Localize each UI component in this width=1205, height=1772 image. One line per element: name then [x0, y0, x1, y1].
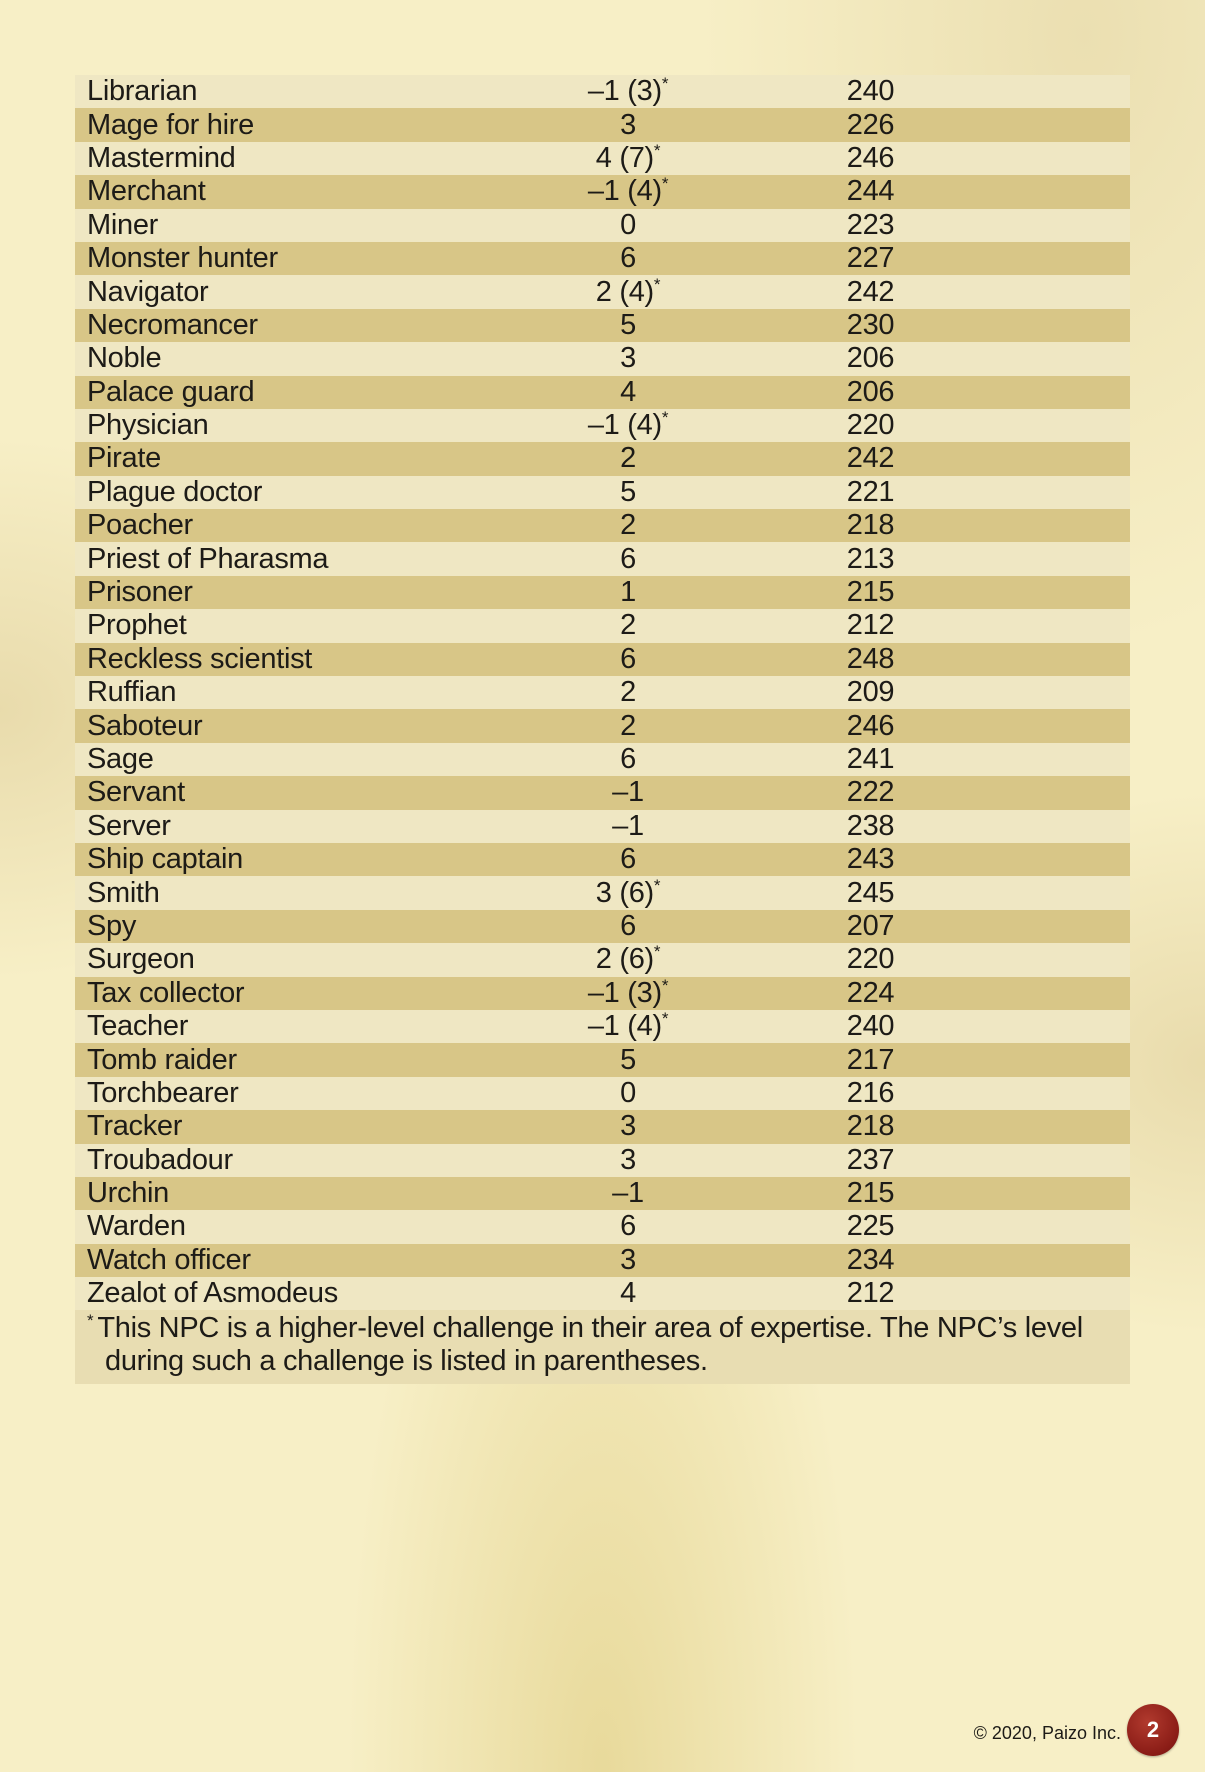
npc-level-value: –1	[612, 809, 644, 842]
npc-name-cell: Troubadour	[87, 1143, 233, 1176]
npc-level-value: –1	[612, 776, 644, 809]
npc-level-cell	[507, 1010, 749, 1043]
copyright-notice: © 2020, Paizo Inc.	[973, 1723, 1121, 1743]
npc-level-cell	[507, 376, 749, 409]
npc-level-value: –1	[612, 1177, 644, 1210]
npc-level-cell	[507, 209, 749, 242]
footnote-marker: *	[653, 274, 661, 294]
npc-name-cell: Sage	[87, 743, 154, 775]
npc-level-value: 4 (7)	[595, 141, 654, 174]
table-row	[75, 108, 1130, 141]
npc-level-value: 5	[620, 1043, 636, 1076]
npc-level-cell	[507, 309, 749, 342]
npc-level-cell	[507, 175, 749, 208]
npc-level-value: 3	[620, 1243, 636, 1276]
table-row	[75, 676, 1130, 709]
npc-level-cell	[507, 1077, 749, 1110]
npc-name-cell: Mastermind	[87, 141, 236, 174]
table-row	[75, 876, 1130, 909]
npc-level-value: 6	[620, 843, 636, 876]
npc-level-value: 5	[620, 475, 636, 508]
table-row	[75, 1077, 1130, 1110]
npc-level-cell	[507, 609, 749, 642]
npc-level-cell	[507, 1277, 749, 1310]
npc-name-cell: Server	[87, 809, 171, 842]
footnote-marker: *	[661, 1009, 669, 1029]
npc-level-value: 6	[620, 1210, 636, 1243]
npc-page-cell: 234	[846, 1243, 895, 1276]
table-row	[75, 643, 1130, 676]
npc-name-cell: Prisoner	[87, 576, 193, 609]
npc-level-cell	[507, 643, 749, 676]
table-row	[75, 1210, 1130, 1243]
npc-level-value: –1 (3)	[587, 976, 662, 1009]
npc-table	[75, 75, 1130, 1384]
npc-level-cell	[507, 1110, 749, 1143]
npc-name-cell: Necromancer	[87, 308, 258, 341]
table-row	[75, 910, 1130, 943]
npc-level-cell	[507, 543, 749, 576]
npc-level-cell	[507, 509, 749, 542]
table-footnote	[75, 1310, 1130, 1384]
footnote-marker: *	[661, 174, 669, 194]
npc-name-cell: Merchant	[87, 175, 206, 208]
table-row	[75, 1043, 1130, 1076]
npc-page-cell: 225	[846, 1210, 895, 1243]
npc-level-cell	[507, 442, 749, 475]
table-row	[75, 1277, 1130, 1310]
npc-level-cell	[507, 910, 749, 943]
table-row	[75, 943, 1130, 976]
table-row	[75, 209, 1130, 242]
npc-level-value: 2	[620, 676, 636, 709]
table-row	[75, 442, 1130, 475]
npc-page-cell: 217	[846, 1043, 895, 1076]
npc-name-cell: Plague doctor	[87, 475, 263, 508]
npc-page-cell: 218	[846, 1110, 895, 1143]
npc-name-cell: Tomb raider	[87, 1043, 237, 1076]
npc-level-value: 6	[620, 642, 636, 675]
npc-name-cell: Physician	[87, 409, 209, 442]
table-row	[75, 1244, 1130, 1277]
npc-name-cell: Miner	[87, 208, 159, 241]
npc-name-cell: Tracker	[87, 1110, 183, 1143]
page-number-badge: 2	[1127, 1704, 1179, 1756]
npc-level-cell	[507, 776, 749, 809]
table-row	[75, 776, 1130, 809]
table-row	[75, 709, 1130, 742]
footnote-marker: *	[653, 140, 661, 160]
npc-level-value: 3	[620, 1110, 636, 1143]
npc-level-cell	[507, 1144, 749, 1177]
npc-level-cell	[507, 843, 749, 876]
npc-name-cell: Palace guard	[87, 375, 255, 408]
npc-page-cell: 212	[846, 609, 895, 642]
table-row	[75, 409, 1130, 442]
npc-name-cell: Spy	[87, 909, 137, 942]
npc-page-cell: 246	[846, 709, 895, 742]
npc-page-cell: 248	[846, 642, 895, 675]
npc-page-cell: 245	[846, 876, 895, 909]
npc-name-cell: Watch officer	[87, 1243, 251, 1276]
npc-name-cell: Noble	[87, 342, 162, 375]
npc-level-cell	[507, 943, 749, 976]
table-row	[75, 810, 1130, 843]
npc-page-cell: 206	[846, 375, 895, 408]
footnote-marker: *	[653, 942, 661, 962]
npc-page-cell: 212	[846, 1277, 895, 1310]
npc-level-value: 2	[620, 442, 636, 475]
npc-name-cell: Servant	[87, 776, 185, 809]
npc-level-value: 6	[620, 242, 636, 275]
npc-level-value: 0	[620, 1076, 636, 1109]
npc-level-cell	[507, 576, 749, 609]
npc-name-cell: Navigator	[87, 275, 209, 308]
npc-level-value: 3	[620, 1143, 636, 1176]
footnote-text: This NPC is a higher-level challenge in their area of expertise. The NPC’s level during such a challenge is listed in parentheses.	[97, 1312, 1083, 1378]
npc-page-cell: 216	[846, 1076, 895, 1109]
npc-page-cell: 206	[846, 342, 895, 375]
npc-page-cell: 213	[846, 542, 895, 575]
npc-name-cell: Mage for hire	[87, 108, 254, 141]
npc-page-cell: 244	[846, 175, 895, 208]
npc-name-cell: Ship captain	[87, 843, 244, 876]
npc-level-value: –1 (3)	[587, 75, 662, 108]
npc-name-cell: Librarian	[87, 75, 198, 108]
npc-page-cell: 207	[846, 909, 895, 942]
npc-level-cell	[507, 1244, 749, 1277]
npc-level-cell	[507, 977, 749, 1010]
npc-page-cell: 226	[846, 108, 895, 141]
npc-level-cell	[507, 676, 749, 709]
npc-page-cell: 237	[846, 1143, 895, 1176]
npc-page-cell: 215	[846, 1177, 895, 1210]
table-row	[75, 376, 1130, 409]
table-row	[75, 142, 1130, 175]
npc-page-cell: 224	[846, 976, 895, 1009]
npc-page-cell: 242	[846, 275, 895, 308]
table-row	[75, 1010, 1130, 1043]
npc-level-value: 2 (4)	[595, 275, 654, 308]
table-row	[75, 175, 1130, 208]
npc-page-cell: 242	[846, 442, 895, 475]
npc-level-cell	[507, 1044, 749, 1077]
npc-level-cell	[507, 109, 749, 142]
npc-level-value: –1 (4)	[587, 409, 662, 442]
npc-level-value: 3 (6)	[595, 876, 654, 909]
npc-level-cell	[507, 1177, 749, 1210]
npc-name-cell: Pirate	[87, 442, 161, 475]
npc-level-cell	[507, 743, 749, 776]
table-row	[75, 342, 1130, 375]
footnote-marker: *	[661, 74, 669, 94]
npc-name-cell: Tax collector	[87, 976, 245, 1009]
npc-level-value: 4	[620, 375, 636, 408]
npc-level-cell	[507, 342, 749, 375]
npc-level-cell	[507, 276, 749, 309]
npc-page-cell: 227	[846, 242, 895, 275]
npc-name-cell: Poacher	[87, 509, 193, 542]
npc-level-cell	[507, 710, 749, 743]
footnote-mark: *	[87, 1311, 94, 1331]
npc-page-cell: 215	[846, 576, 895, 609]
npc-level-value: 0	[620, 208, 636, 241]
npc-page-cell: 238	[846, 809, 895, 842]
npc-level-value: 5	[620, 308, 636, 341]
npc-page-cell: 223	[846, 208, 895, 241]
npc-page-cell: 240	[846, 75, 895, 108]
table-row	[75, 509, 1130, 542]
npc-level-value: 6	[620, 743, 636, 775]
table-row	[75, 1177, 1130, 1210]
npc-name-cell: Monster hunter	[87, 242, 278, 275]
table-row	[75, 1110, 1130, 1143]
table-row	[75, 309, 1130, 342]
npc-name-cell: Priest of Pharasma	[87, 542, 329, 575]
npc-level-value: 3	[620, 342, 636, 375]
npc-page-cell: 209	[846, 676, 895, 709]
npc-name-cell: Zealot of Asmodeus	[87, 1277, 338, 1310]
npc-page-cell: 220	[846, 409, 895, 442]
npc-table-rows	[75, 75, 1130, 1310]
npc-name-cell: Surgeon	[87, 943, 195, 976]
table-row	[75, 542, 1130, 575]
npc-page-cell: 218	[846, 509, 895, 542]
npc-level-cell	[507, 409, 749, 442]
npc-level-value: 6	[620, 542, 636, 575]
npc-level-value: 3	[620, 108, 636, 141]
npc-level-value: –1 (4)	[587, 175, 662, 208]
npc-level-value: 6	[620, 909, 636, 942]
npc-name-cell: Prophet	[87, 609, 187, 642]
npc-level-cell	[507, 142, 749, 175]
npc-level-cell	[507, 242, 749, 275]
table-row	[75, 275, 1130, 308]
footnote-marker: *	[653, 875, 661, 895]
table-row	[75, 476, 1130, 509]
npc-level-cell	[507, 1210, 749, 1243]
npc-name-cell: Teacher	[87, 1010, 189, 1043]
npc-level-cell	[507, 877, 749, 910]
npc-name-cell: Reckless scientist	[87, 642, 313, 675]
npc-level-cell	[507, 810, 749, 843]
npc-page-cell: 222	[846, 776, 895, 809]
npc-level-value: 2 (6)	[595, 943, 654, 976]
npc-name-cell: Ruffian	[87, 676, 177, 709]
npc-level-value: 2	[620, 509, 636, 542]
npc-name-cell: Saboteur	[87, 709, 203, 742]
npc-name-cell: Torchbearer	[87, 1076, 239, 1109]
table-row	[75, 75, 1130, 108]
npc-page-cell: 241	[846, 743, 895, 775]
footnote-marker: *	[661, 408, 669, 428]
npc-level-cell	[507, 476, 749, 509]
table-row	[75, 609, 1130, 642]
npc-level-value: 4	[620, 1277, 636, 1310]
npc-page-cell: 230	[846, 308, 895, 341]
table-row	[75, 977, 1130, 1010]
table-row	[75, 743, 1130, 776]
table-row	[75, 843, 1130, 876]
table-row	[75, 1144, 1130, 1177]
npc-name-cell: Urchin	[87, 1177, 169, 1210]
footnote-marker: *	[661, 975, 669, 995]
npc-level-value: 2	[620, 609, 636, 642]
table-row	[75, 242, 1130, 275]
npc-page-cell: 240	[846, 1010, 895, 1043]
npc-name-cell: Warden	[87, 1210, 186, 1243]
npc-page-cell: 246	[846, 141, 895, 174]
npc-level-cell	[507, 75, 749, 108]
npc-level-value: 1	[620, 576, 636, 609]
npc-level-value: 2	[620, 709, 636, 742]
npc-page-cell: 221	[846, 475, 895, 508]
npc-page-cell: 220	[846, 943, 895, 976]
npc-name-cell: Smith	[87, 876, 160, 909]
table-row	[75, 576, 1130, 609]
npc-level-value: –1 (4)	[587, 1010, 662, 1043]
npc-page-cell: 243	[846, 843, 895, 876]
